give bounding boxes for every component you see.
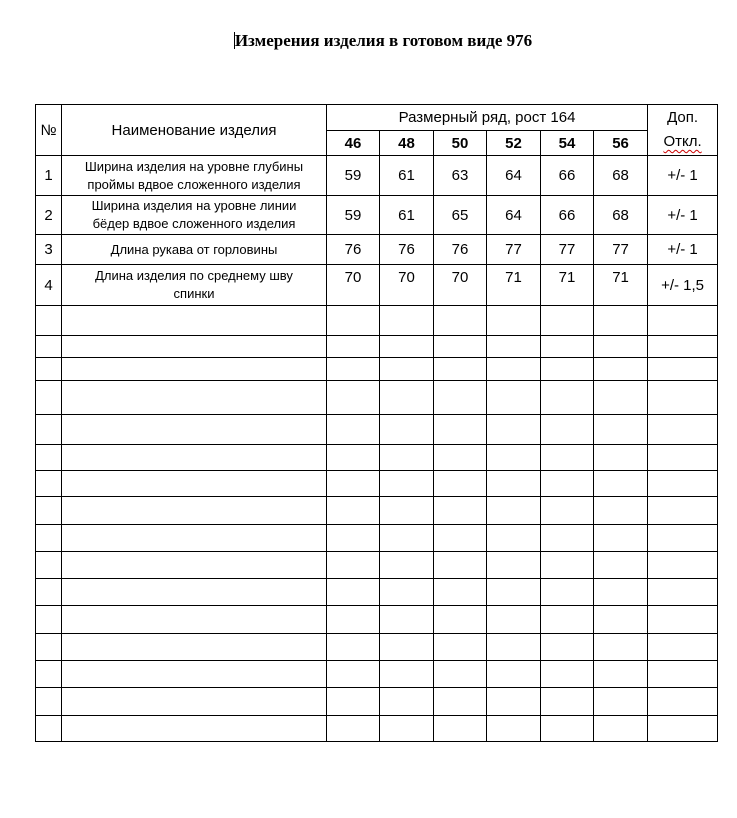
row-value: 59	[327, 156, 380, 196]
size-header: 54	[541, 131, 594, 156]
row-value: 68	[594, 156, 648, 196]
row-value: 77	[594, 235, 648, 265]
row-tolerance: +/- 1	[648, 196, 718, 235]
row-value: 64	[487, 156, 541, 196]
row-value: 77	[541, 235, 594, 265]
empty-row	[36, 525, 718, 552]
empty-row	[36, 579, 718, 606]
row-value: 77	[487, 235, 541, 265]
row-item-name-line2: спинки	[173, 286, 215, 301]
size-header: 48	[380, 131, 434, 156]
row-item-name-line1: Длина изделия по среднему шву	[95, 268, 293, 283]
row-item-name-line2: бёдер вдвое сложенного изделия	[92, 216, 296, 231]
empty-row	[36, 497, 718, 525]
header-tolerance	[648, 105, 718, 156]
document-title-text: Измерения изделия в готовом виде 976	[234, 31, 533, 50]
empty-row	[36, 634, 718, 661]
row-item-name-line2: проймы вдвое сложенного изделия	[87, 176, 301, 192]
row-value: 76	[434, 235, 487, 265]
table-row	[36, 156, 718, 196]
row-value: 61	[380, 196, 434, 235]
row-value: 66	[541, 196, 594, 235]
table-row	[36, 235, 718, 265]
row-item-name	[62, 156, 327, 196]
empty-row	[36, 688, 718, 716]
size-header: 46	[327, 131, 380, 156]
row-value: 70	[434, 265, 487, 306]
document-title	[0, 31, 737, 51]
row-item-name	[62, 235, 327, 265]
header-item-name: Наименование изделия	[62, 105, 327, 156]
empty-row	[36, 336, 718, 358]
header-tolerance-line2-text: Откл.	[663, 133, 702, 150]
row-value: 71	[541, 265, 594, 306]
table-row	[36, 265, 718, 306]
row-item-name-line1: Длина рукава от горловины	[110, 241, 278, 257]
empty-row	[36, 358, 718, 381]
row-number: 2	[36, 196, 62, 235]
row-value: 65	[434, 196, 487, 235]
row-tolerance: +/- 1,5	[648, 265, 718, 306]
header-tolerance-line1: Доп.	[667, 109, 699, 126]
empty-row	[36, 306, 718, 336]
row-value: 70	[380, 265, 434, 306]
size-header: 52	[487, 131, 541, 156]
empty-row	[36, 471, 718, 497]
row-item-name	[62, 265, 327, 306]
row-value: 59	[327, 196, 380, 235]
measurements-table	[35, 104, 718, 742]
row-value: 71	[594, 265, 648, 306]
row-tolerance: +/- 1	[648, 235, 718, 265]
row-item-name	[62, 196, 327, 235]
header-size-range: Размерный ряд, рост 164	[327, 105, 648, 131]
row-value: 64	[487, 196, 541, 235]
row-value: 68	[594, 196, 648, 235]
empty-row	[36, 445, 718, 471]
row-value: 66	[541, 156, 594, 196]
empty-row	[36, 381, 718, 415]
row-tolerance: +/- 1	[648, 156, 718, 196]
row-value: 61	[380, 156, 434, 196]
row-item-name-line1: Ширина изделия на уровне линии	[91, 198, 297, 213]
table-row	[36, 196, 718, 235]
empty-row	[36, 661, 718, 688]
row-number: 3	[36, 235, 62, 265]
row-value: 76	[327, 235, 380, 265]
row-value: 63	[434, 156, 487, 196]
row-item-name-line1: Ширина изделия на уровне глубины	[84, 158, 304, 174]
row-value: 76	[380, 235, 434, 265]
row-number: 4	[36, 265, 62, 306]
empty-row	[36, 716, 718, 742]
row-value: 70	[327, 265, 380, 306]
size-header: 50	[434, 131, 487, 156]
header-tolerance-line2	[648, 130, 717, 154]
row-number: 1	[36, 156, 62, 196]
size-header: 56	[594, 131, 648, 156]
empty-row	[36, 415, 718, 445]
header-row-1	[36, 105, 718, 131]
row-value: 71	[487, 265, 541, 306]
header-number: №	[36, 105, 62, 156]
empty-row	[36, 552, 718, 579]
empty-row	[36, 606, 718, 634]
